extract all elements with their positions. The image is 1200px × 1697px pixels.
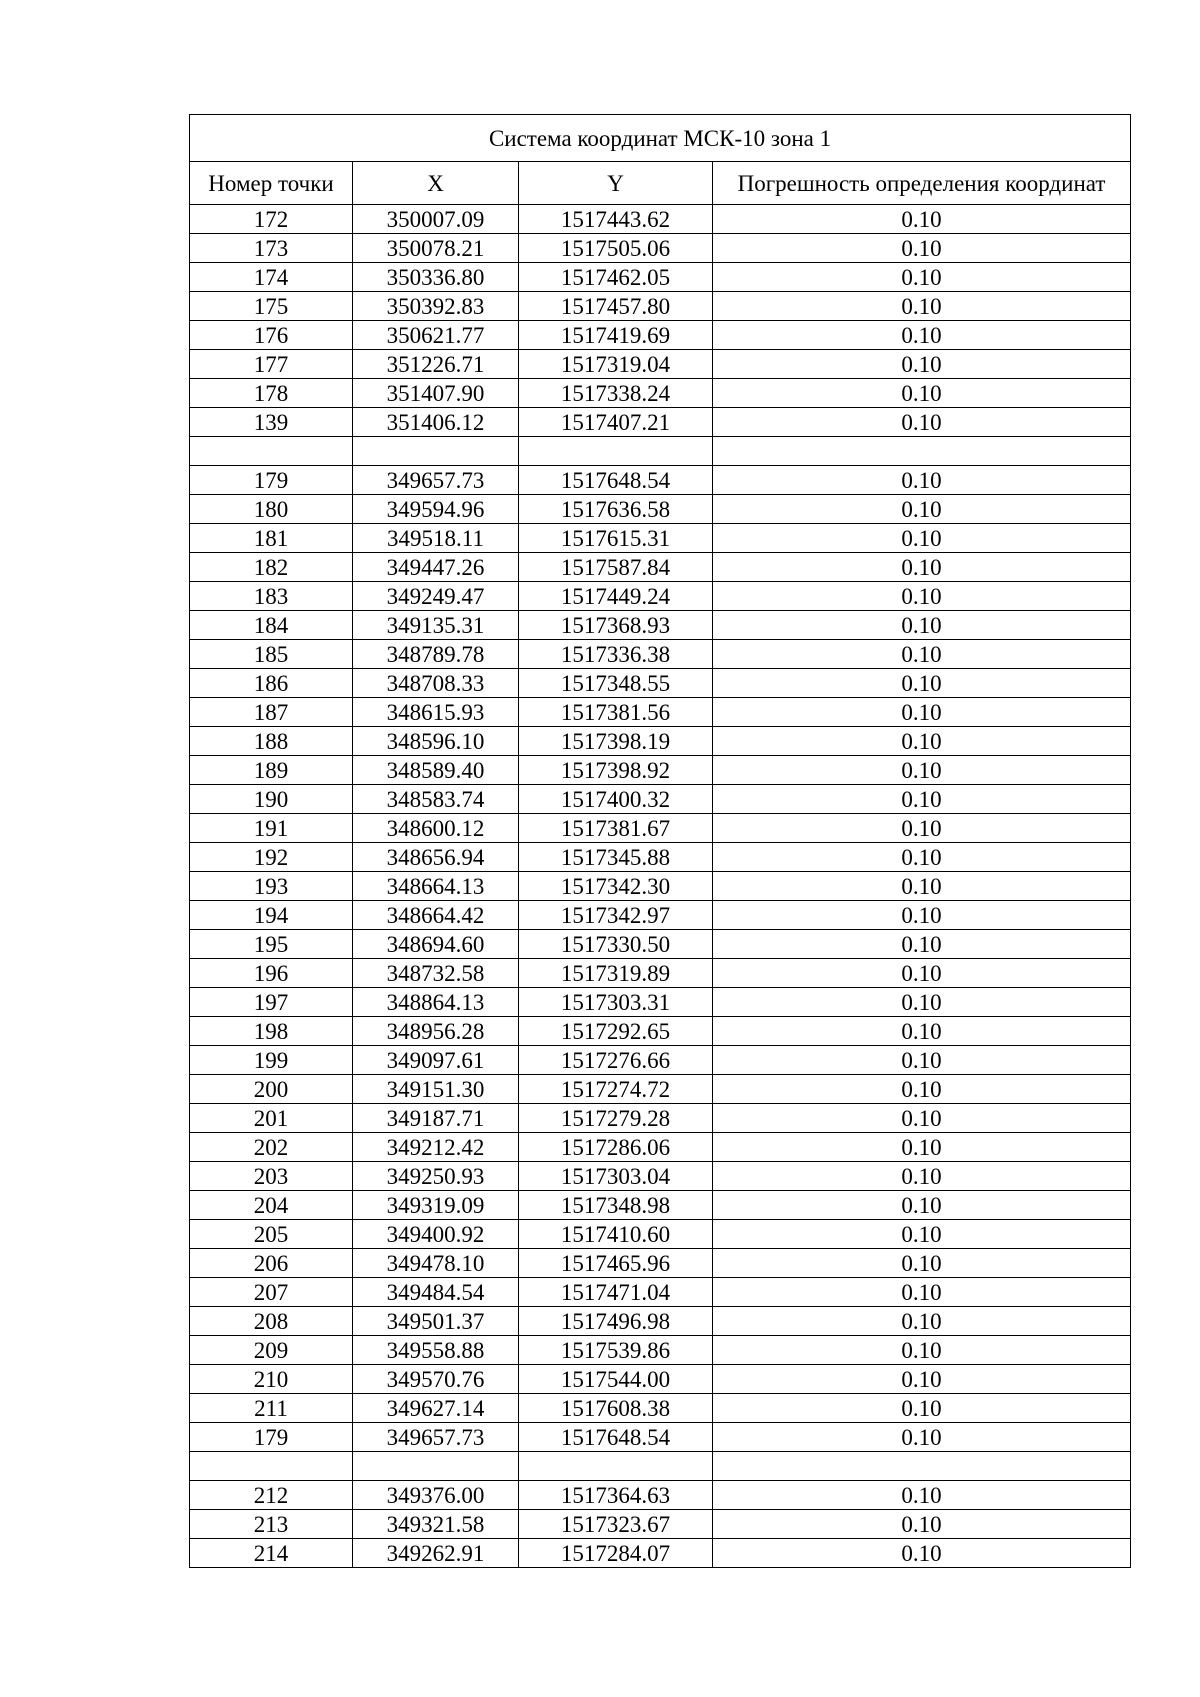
cell-x: 351406.12 — [353, 408, 519, 437]
cell-x: 350078.21 — [353, 234, 519, 263]
cell-y: 1517544.00 — [519, 1365, 713, 1394]
cell-accuracy: 0.10 — [713, 582, 1131, 611]
cell-accuracy: 0.10 — [713, 1133, 1131, 1162]
cell-point-number: 190 — [190, 785, 353, 814]
table-row — [190, 205, 1131, 234]
cell-x: 350392.83 — [353, 292, 519, 321]
cell-point-number: 189 — [190, 756, 353, 785]
cell-x: 351407.90 — [353, 379, 519, 408]
cell-point-number: 194 — [190, 901, 353, 930]
cell-x: 349484.54 — [353, 1278, 519, 1307]
cell-y: 1517407.21 — [519, 408, 713, 437]
cell-x: 349321.58 — [353, 1510, 519, 1539]
cell-point-number: 208 — [190, 1307, 353, 1336]
cell-point-number: 210 — [190, 1365, 353, 1394]
cell-x: 349478.10 — [353, 1249, 519, 1278]
cell-x: 348732.58 — [353, 959, 519, 988]
table-row — [190, 1423, 1131, 1452]
cell-point-number: 177 — [190, 350, 353, 379]
table-row — [190, 1278, 1131, 1307]
cell-point-number: 213 — [190, 1510, 353, 1539]
cell-y: 1517608.38 — [519, 1394, 713, 1423]
cell-accuracy: 0.10 — [713, 1539, 1131, 1568]
cell-point-number: 174 — [190, 263, 353, 292]
cell-accuracy: 0.10 — [713, 524, 1131, 553]
cell-accuracy: 0.10 — [713, 1278, 1131, 1307]
table-row — [190, 466, 1131, 495]
cell-accuracy: 0.10 — [713, 930, 1131, 959]
cell-accuracy: 0.10 — [713, 321, 1131, 350]
cell-point-number: 173 — [190, 234, 353, 263]
table-row — [190, 379, 1131, 408]
cell-x: 348956.28 — [353, 1017, 519, 1046]
cell-accuracy — [713, 437, 1131, 466]
cell-x: 349212.42 — [353, 1133, 519, 1162]
cell-accuracy: 0.10 — [713, 205, 1131, 234]
cell-y: 1517381.56 — [519, 698, 713, 727]
table-row — [190, 234, 1131, 263]
cell-y: 1517279.28 — [519, 1104, 713, 1133]
cell-point-number: 202 — [190, 1133, 353, 1162]
cell-point-number: 200 — [190, 1075, 353, 1104]
cell-y: 1517615.31 — [519, 524, 713, 553]
cell-y: 1517336.38 — [519, 640, 713, 669]
cell-y: 1517274.72 — [519, 1075, 713, 1104]
table-row — [190, 698, 1131, 727]
cell-x: 349518.11 — [353, 524, 519, 553]
cell-accuracy — [713, 1452, 1131, 1481]
cell-accuracy: 0.10 — [713, 1191, 1131, 1220]
cell-y: 1517348.98 — [519, 1191, 713, 1220]
table-row — [190, 1133, 1131, 1162]
cell-y: 1517323.67 — [519, 1510, 713, 1539]
cell-x: 349097.61 — [353, 1046, 519, 1075]
header-y: Y — [519, 162, 713, 205]
cell-x: 350336.80 — [353, 263, 519, 292]
cell-x: 348664.13 — [353, 872, 519, 901]
cell-y: 1517398.92 — [519, 756, 713, 785]
cell-y: 1517276.66 — [519, 1046, 713, 1075]
cell-y: 1517457.80 — [519, 292, 713, 321]
cell-y: 1517368.93 — [519, 611, 713, 640]
cell-point-number: 192 — [190, 843, 353, 872]
cell-point-number: 184 — [190, 611, 353, 640]
table-row — [190, 1075, 1131, 1104]
table-row — [190, 553, 1131, 582]
cell-y: 1517303.31 — [519, 988, 713, 1017]
cell-accuracy: 0.10 — [713, 901, 1131, 930]
cell-y: 1517471.04 — [519, 1278, 713, 1307]
cell-accuracy: 0.10 — [713, 1307, 1131, 1336]
table-row — [190, 292, 1131, 321]
cell-y: 1517648.54 — [519, 466, 713, 495]
cell-x: 349657.73 — [353, 1423, 519, 1452]
cell-x: 348656.94 — [353, 843, 519, 872]
cell-accuracy: 0.10 — [713, 1249, 1131, 1278]
cell-point-number: 214 — [190, 1539, 353, 1568]
cell-point-number: 178 — [190, 379, 353, 408]
cell-point-number: 188 — [190, 727, 353, 756]
table-row — [190, 495, 1131, 524]
cell-x: 349558.88 — [353, 1336, 519, 1365]
cell-accuracy: 0.10 — [713, 1510, 1131, 1539]
table-row — [190, 1249, 1131, 1278]
cell-x: 349135.31 — [353, 611, 519, 640]
cell-accuracy: 0.10 — [713, 785, 1131, 814]
table-row — [190, 785, 1131, 814]
cell-point-number: 197 — [190, 988, 353, 1017]
cell-accuracy: 0.10 — [713, 1481, 1131, 1510]
cell-y: 1517342.97 — [519, 901, 713, 930]
cell-point-number: 185 — [190, 640, 353, 669]
cell-accuracy: 0.10 — [713, 379, 1131, 408]
cell-y: 1517465.96 — [519, 1249, 713, 1278]
cell-point-number — [190, 1452, 353, 1481]
cell-x: 350007.09 — [353, 205, 519, 234]
cell-x: 349594.96 — [353, 495, 519, 524]
table-row — [190, 727, 1131, 756]
cell-x: 349657.73 — [353, 466, 519, 495]
table-row — [190, 988, 1131, 1017]
cell-x: 349501.37 — [353, 1307, 519, 1336]
cell-y: 1517381.67 — [519, 814, 713, 843]
cell-x: 349249.47 — [353, 582, 519, 611]
cell-y: 1517338.24 — [519, 379, 713, 408]
table-row — [190, 408, 1131, 437]
table-row — [190, 1510, 1131, 1539]
cell-accuracy: 0.10 — [713, 263, 1131, 292]
cell-x — [353, 437, 519, 466]
table-row — [190, 1539, 1131, 1568]
cell-x: 349376.00 — [353, 1481, 519, 1510]
cell-accuracy: 0.10 — [713, 1365, 1131, 1394]
cell-accuracy: 0.10 — [713, 872, 1131, 901]
cell-y: 1517505.06 — [519, 234, 713, 263]
table-separator-row — [190, 1452, 1131, 1481]
cell-point-number: 209 — [190, 1336, 353, 1365]
cell-y: 1517348.55 — [519, 669, 713, 698]
cell-accuracy: 0.10 — [713, 292, 1131, 321]
table-row — [190, 872, 1131, 901]
cell-x: 349319.09 — [353, 1191, 519, 1220]
cell-x: 349187.71 — [353, 1104, 519, 1133]
cell-point-number: 198 — [190, 1017, 353, 1046]
cell-x: 348583.74 — [353, 785, 519, 814]
table-row — [190, 1046, 1131, 1075]
cell-point-number: 193 — [190, 872, 353, 901]
table-row — [190, 1481, 1131, 1510]
table-row — [190, 350, 1131, 379]
table-row — [190, 321, 1131, 350]
table-separator-row — [190, 437, 1131, 466]
cell-point-number: 211 — [190, 1394, 353, 1423]
cell-x: 349627.14 — [353, 1394, 519, 1423]
cell-accuracy: 0.10 — [713, 814, 1131, 843]
cell-y: 1517449.24 — [519, 582, 713, 611]
cell-accuracy: 0.10 — [713, 843, 1131, 872]
table-row — [190, 959, 1131, 988]
cell-y: 1517345.88 — [519, 843, 713, 872]
cell-point-number: 204 — [190, 1191, 353, 1220]
cell-accuracy: 0.10 — [713, 495, 1131, 524]
cell-x: 348694.60 — [353, 930, 519, 959]
cell-accuracy: 0.10 — [713, 698, 1131, 727]
cell-x: 348589.40 — [353, 756, 519, 785]
cell-y: 1517587.84 — [519, 553, 713, 582]
cell-point-number: 187 — [190, 698, 353, 727]
cell-point-number — [190, 437, 353, 466]
cell-x: 350621.77 — [353, 321, 519, 350]
cell-y: 1517303.04 — [519, 1162, 713, 1191]
cell-x: 348708.33 — [353, 669, 519, 698]
cell-point-number: 199 — [190, 1046, 353, 1075]
cell-y: 1517636.58 — [519, 495, 713, 524]
cell-y — [519, 437, 713, 466]
cell-y: 1517400.32 — [519, 785, 713, 814]
cell-accuracy: 0.10 — [713, 408, 1131, 437]
cell-y: 1517419.69 — [519, 321, 713, 350]
cell-point-number: 172 — [190, 205, 353, 234]
cell-accuracy: 0.10 — [713, 1336, 1131, 1365]
cell-point-number: 186 — [190, 669, 353, 698]
cell-x: 348664.42 — [353, 901, 519, 930]
header-x: X — [353, 162, 519, 205]
cell-x: 349151.30 — [353, 1075, 519, 1104]
cell-accuracy: 0.10 — [713, 1162, 1131, 1191]
table-row — [190, 524, 1131, 553]
cell-point-number: 195 — [190, 930, 353, 959]
cell-point-number: 180 — [190, 495, 353, 524]
cell-y: 1517539.86 — [519, 1336, 713, 1365]
cell-x: 348789.78 — [353, 640, 519, 669]
cell-y: 1517284.07 — [519, 1539, 713, 1568]
table-row — [190, 611, 1131, 640]
table-row — [190, 1017, 1131, 1046]
table-header-row — [190, 162, 1131, 205]
cell-accuracy: 0.10 — [713, 1017, 1131, 1046]
cell-x: 349250.93 — [353, 1162, 519, 1191]
table-row — [190, 263, 1131, 292]
cell-point-number: 176 — [190, 321, 353, 350]
cell-accuracy: 0.10 — [713, 1220, 1131, 1249]
cell-point-number: 203 — [190, 1162, 353, 1191]
cell-y — [519, 1452, 713, 1481]
cell-accuracy: 0.10 — [713, 466, 1131, 495]
table-row — [190, 669, 1131, 698]
cell-point-number: 207 — [190, 1278, 353, 1307]
table-row — [190, 1104, 1131, 1133]
table-row — [190, 1220, 1131, 1249]
cell-y: 1517496.98 — [519, 1307, 713, 1336]
cell-y: 1517292.65 — [519, 1017, 713, 1046]
cell-accuracy: 0.10 — [713, 988, 1131, 1017]
cell-accuracy: 0.10 — [713, 640, 1131, 669]
cell-point-number: 205 — [190, 1220, 353, 1249]
table-row — [190, 1307, 1131, 1336]
cell-point-number: 179 — [190, 466, 353, 495]
cell-y: 1517342.30 — [519, 872, 713, 901]
cell-point-number: 179 — [190, 1423, 353, 1452]
cell-accuracy: 0.10 — [713, 756, 1131, 785]
cell-point-number: 206 — [190, 1249, 353, 1278]
cell-y: 1517410.60 — [519, 1220, 713, 1249]
cell-accuracy: 0.10 — [713, 234, 1131, 263]
cell-y: 1517319.04 — [519, 350, 713, 379]
cell-accuracy: 0.10 — [713, 1075, 1131, 1104]
cell-x: 348615.93 — [353, 698, 519, 727]
cell-y: 1517286.06 — [519, 1133, 713, 1162]
coordinates-table — [189, 114, 1131, 1568]
table-row — [190, 1191, 1131, 1220]
table-row — [190, 1162, 1131, 1191]
cell-x: 351226.71 — [353, 350, 519, 379]
table-row — [190, 1365, 1131, 1394]
table-row — [190, 756, 1131, 785]
table-title: Система координат МСК-10 зона 1 — [190, 115, 1131, 162]
table-row — [190, 901, 1131, 930]
cell-x: 348596.10 — [353, 727, 519, 756]
cell-point-number: 175 — [190, 292, 353, 321]
cell-accuracy: 0.10 — [713, 1423, 1131, 1452]
cell-y: 1517398.19 — [519, 727, 713, 756]
cell-x: 349447.26 — [353, 553, 519, 582]
cell-point-number: 139 — [190, 408, 353, 437]
cell-accuracy: 0.10 — [713, 669, 1131, 698]
cell-y: 1517364.63 — [519, 1481, 713, 1510]
cell-x: 349262.91 — [353, 1539, 519, 1568]
cell-x — [353, 1452, 519, 1481]
cell-accuracy: 0.10 — [713, 611, 1131, 640]
cell-y: 1517648.54 — [519, 1423, 713, 1452]
cell-y: 1517462.05 — [519, 263, 713, 292]
table-row — [190, 930, 1131, 959]
cell-y: 1517443.62 — [519, 205, 713, 234]
cell-point-number: 181 — [190, 524, 353, 553]
cell-accuracy: 0.10 — [713, 1046, 1131, 1075]
cell-accuracy: 0.10 — [713, 727, 1131, 756]
cell-accuracy: 0.10 — [713, 350, 1131, 379]
cell-x: 348864.13 — [353, 988, 519, 1017]
table-title-row — [190, 115, 1131, 162]
table-row — [190, 1336, 1131, 1365]
cell-point-number: 191 — [190, 814, 353, 843]
table-row — [190, 814, 1131, 843]
header-accuracy: Погрешность определения координат — [713, 162, 1131, 205]
cell-point-number: 212 — [190, 1481, 353, 1510]
table-row — [190, 582, 1131, 611]
cell-accuracy: 0.10 — [713, 959, 1131, 988]
cell-point-number: 196 — [190, 959, 353, 988]
cell-accuracy: 0.10 — [713, 1394, 1131, 1423]
cell-point-number: 183 — [190, 582, 353, 611]
table-row — [190, 843, 1131, 872]
table-row — [190, 1394, 1131, 1423]
table-row — [190, 640, 1131, 669]
header-point-number: Номер точки — [190, 162, 353, 205]
cell-x: 349570.76 — [353, 1365, 519, 1394]
cell-accuracy: 0.10 — [713, 1104, 1131, 1133]
cell-point-number: 182 — [190, 553, 353, 582]
cell-y: 1517319.89 — [519, 959, 713, 988]
cell-x: 349400.92 — [353, 1220, 519, 1249]
cell-y: 1517330.50 — [519, 930, 713, 959]
cell-point-number: 201 — [190, 1104, 353, 1133]
cell-x: 348600.12 — [353, 814, 519, 843]
cell-accuracy: 0.10 — [713, 553, 1131, 582]
